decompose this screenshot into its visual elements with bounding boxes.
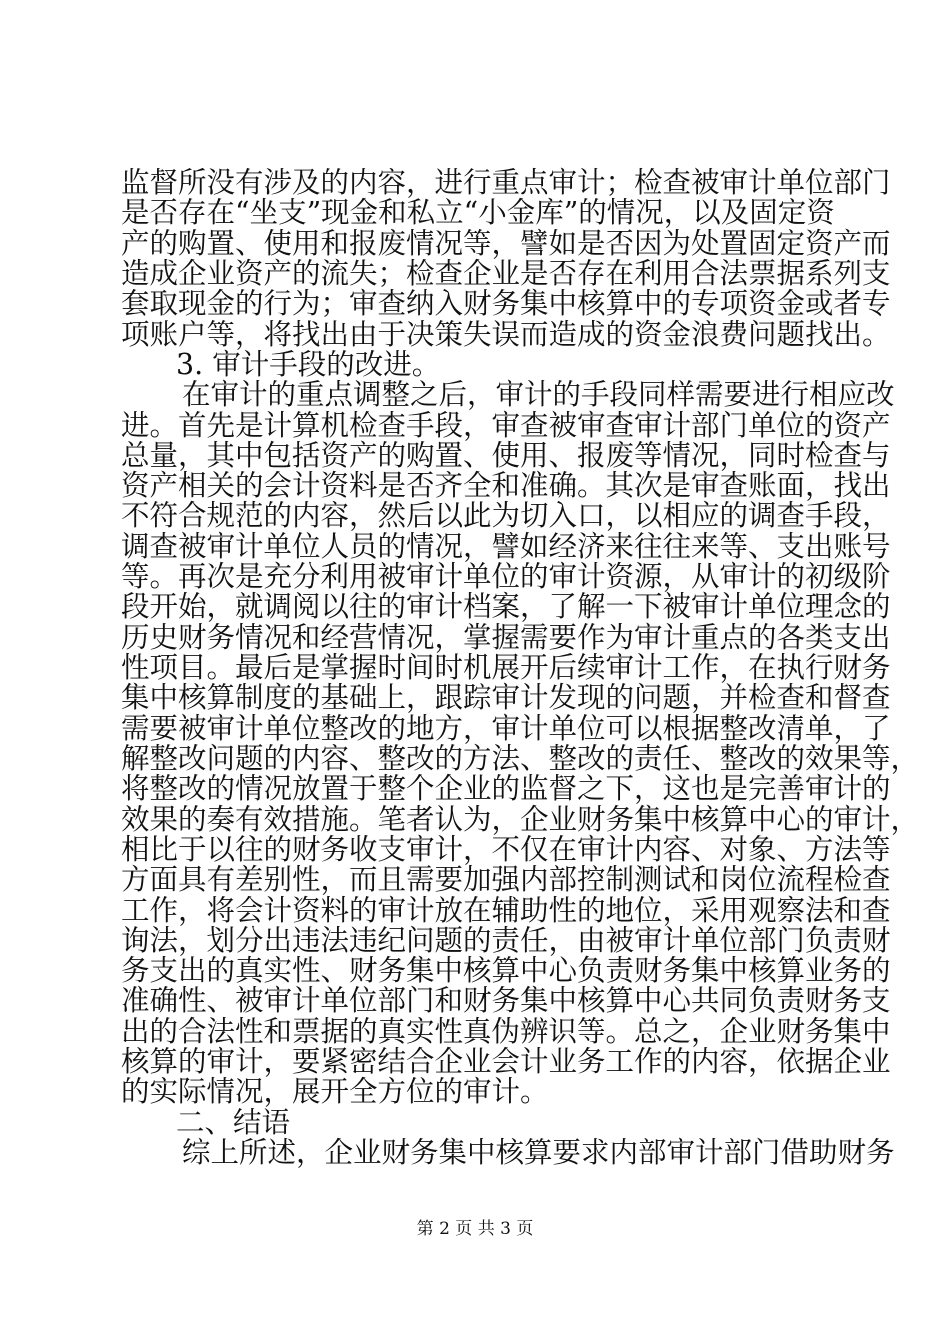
text-line: 项账户等，将找出由于决策失误而造成的资金浪费问题找出。: [121, 318, 891, 351]
text-line: 询法，划分出违法违纪问题的责任，由被审计单位部门负责财: [121, 924, 891, 957]
text-line: 准确性、被审计单位部门和财务集中核算中心共同负责财务支: [121, 984, 891, 1017]
section-heading: 二、结语: [176, 1106, 291, 1139]
text-line: 段开始，就调阅以往的审计档案，了解一下被审计单位理念的: [121, 590, 891, 623]
text-line: 历史财务情况和经营情况，掌握需要作为审计重点的各类支出: [121, 621, 891, 654]
text-line: 核算的审计，要紧密结合企业会计业务工作的内容，依据企业: [121, 1045, 891, 1078]
text-line: 总量，其中包括资产的购置、使用、报废等情况，同时检查与: [121, 439, 891, 472]
text-line: 需要被审计单位整改的地方，审计单位可以根据整改清单，了: [121, 712, 891, 745]
text-line: 相比于以往的财务收支审计，不仅在审计内容、对象、方法等: [121, 833, 891, 866]
text-line: 进。首先是计算机检查手段，审查被审查审计部门单位的资产: [121, 409, 891, 442]
text-line: 监督所没有涉及的内容，进行重点审计；检查被审计单位部门: [121, 166, 891, 199]
page-number-footer: 第 2 页 共 3 页: [416, 1219, 534, 1239]
section-heading: 3. 审计手段的改进。: [176, 348, 441, 381]
text-line: 方面具有差别性，而且需要加强内部控制测试和岗位流程检查: [121, 863, 891, 896]
text-line: 在审计的重点调整之后，审计的手段同样需要进行相应改: [182, 378, 895, 411]
text-line: 产的购置、使用和报废情况等，譬如是否因为处置固定资产而: [121, 227, 891, 260]
text-line: 资产相关的会计资料是否齐全和准确。其次是审查账面，找出: [121, 469, 891, 502]
text-line: 等。再次是充分利用被审计单位的审计资源，从审计的初级阶: [121, 560, 891, 593]
text-line: 解整改问题的内容、整改的方法、整改的责任、整改的效果等，: [121, 742, 920, 775]
text-line: 是否存在“坐支”现金和私立“小金库”的情况，以及固定资: [121, 196, 835, 229]
text-line: 套取现金的行为；审查纳入财务集中核算中的专项资金或者专: [121, 287, 891, 320]
text-line: 不符合规范的内容，然后以此为切入口，以相应的调查手段，: [121, 499, 891, 532]
text-line: 集中核算制度的基础上，跟踪审计发现的问题，并检查和督查: [121, 681, 891, 714]
text-line: 务支出的真实性、财务集中核算中心负责财务集中核算业务的: [121, 954, 891, 987]
text-line: 性项目。最后是掌握时间时机展开后续审计工作，在执行财务: [121, 651, 891, 684]
text-line: 将整改的情况放置于整个企业的监督之下，这也是完善审计的: [121, 772, 891, 805]
text-line: 效果的奏有效措施。笔者认为，企业财务集中核算中心的审计，: [121, 803, 920, 836]
text-line: 工作，将会计资料的审计放在辅助性的地位，采用观察法和查: [121, 894, 891, 927]
text-line: 调查被审计单位人员的情况，譬如经济来往往来等、支出账号: [121, 530, 891, 563]
text-line: 出的合法性和票据的真实性真伪辨识等。总之，企业财务集中: [121, 1015, 891, 1048]
text-line: 的实际情况，展开全方位的审计。: [121, 1075, 549, 1108]
text-line: 综上所述，企业财务集中核算要求内部审计部门借助财务: [182, 1136, 895, 1169]
text-line: 造成企业资产的流失；检查企业是否存在利用合法票据系列支: [121, 257, 891, 290]
